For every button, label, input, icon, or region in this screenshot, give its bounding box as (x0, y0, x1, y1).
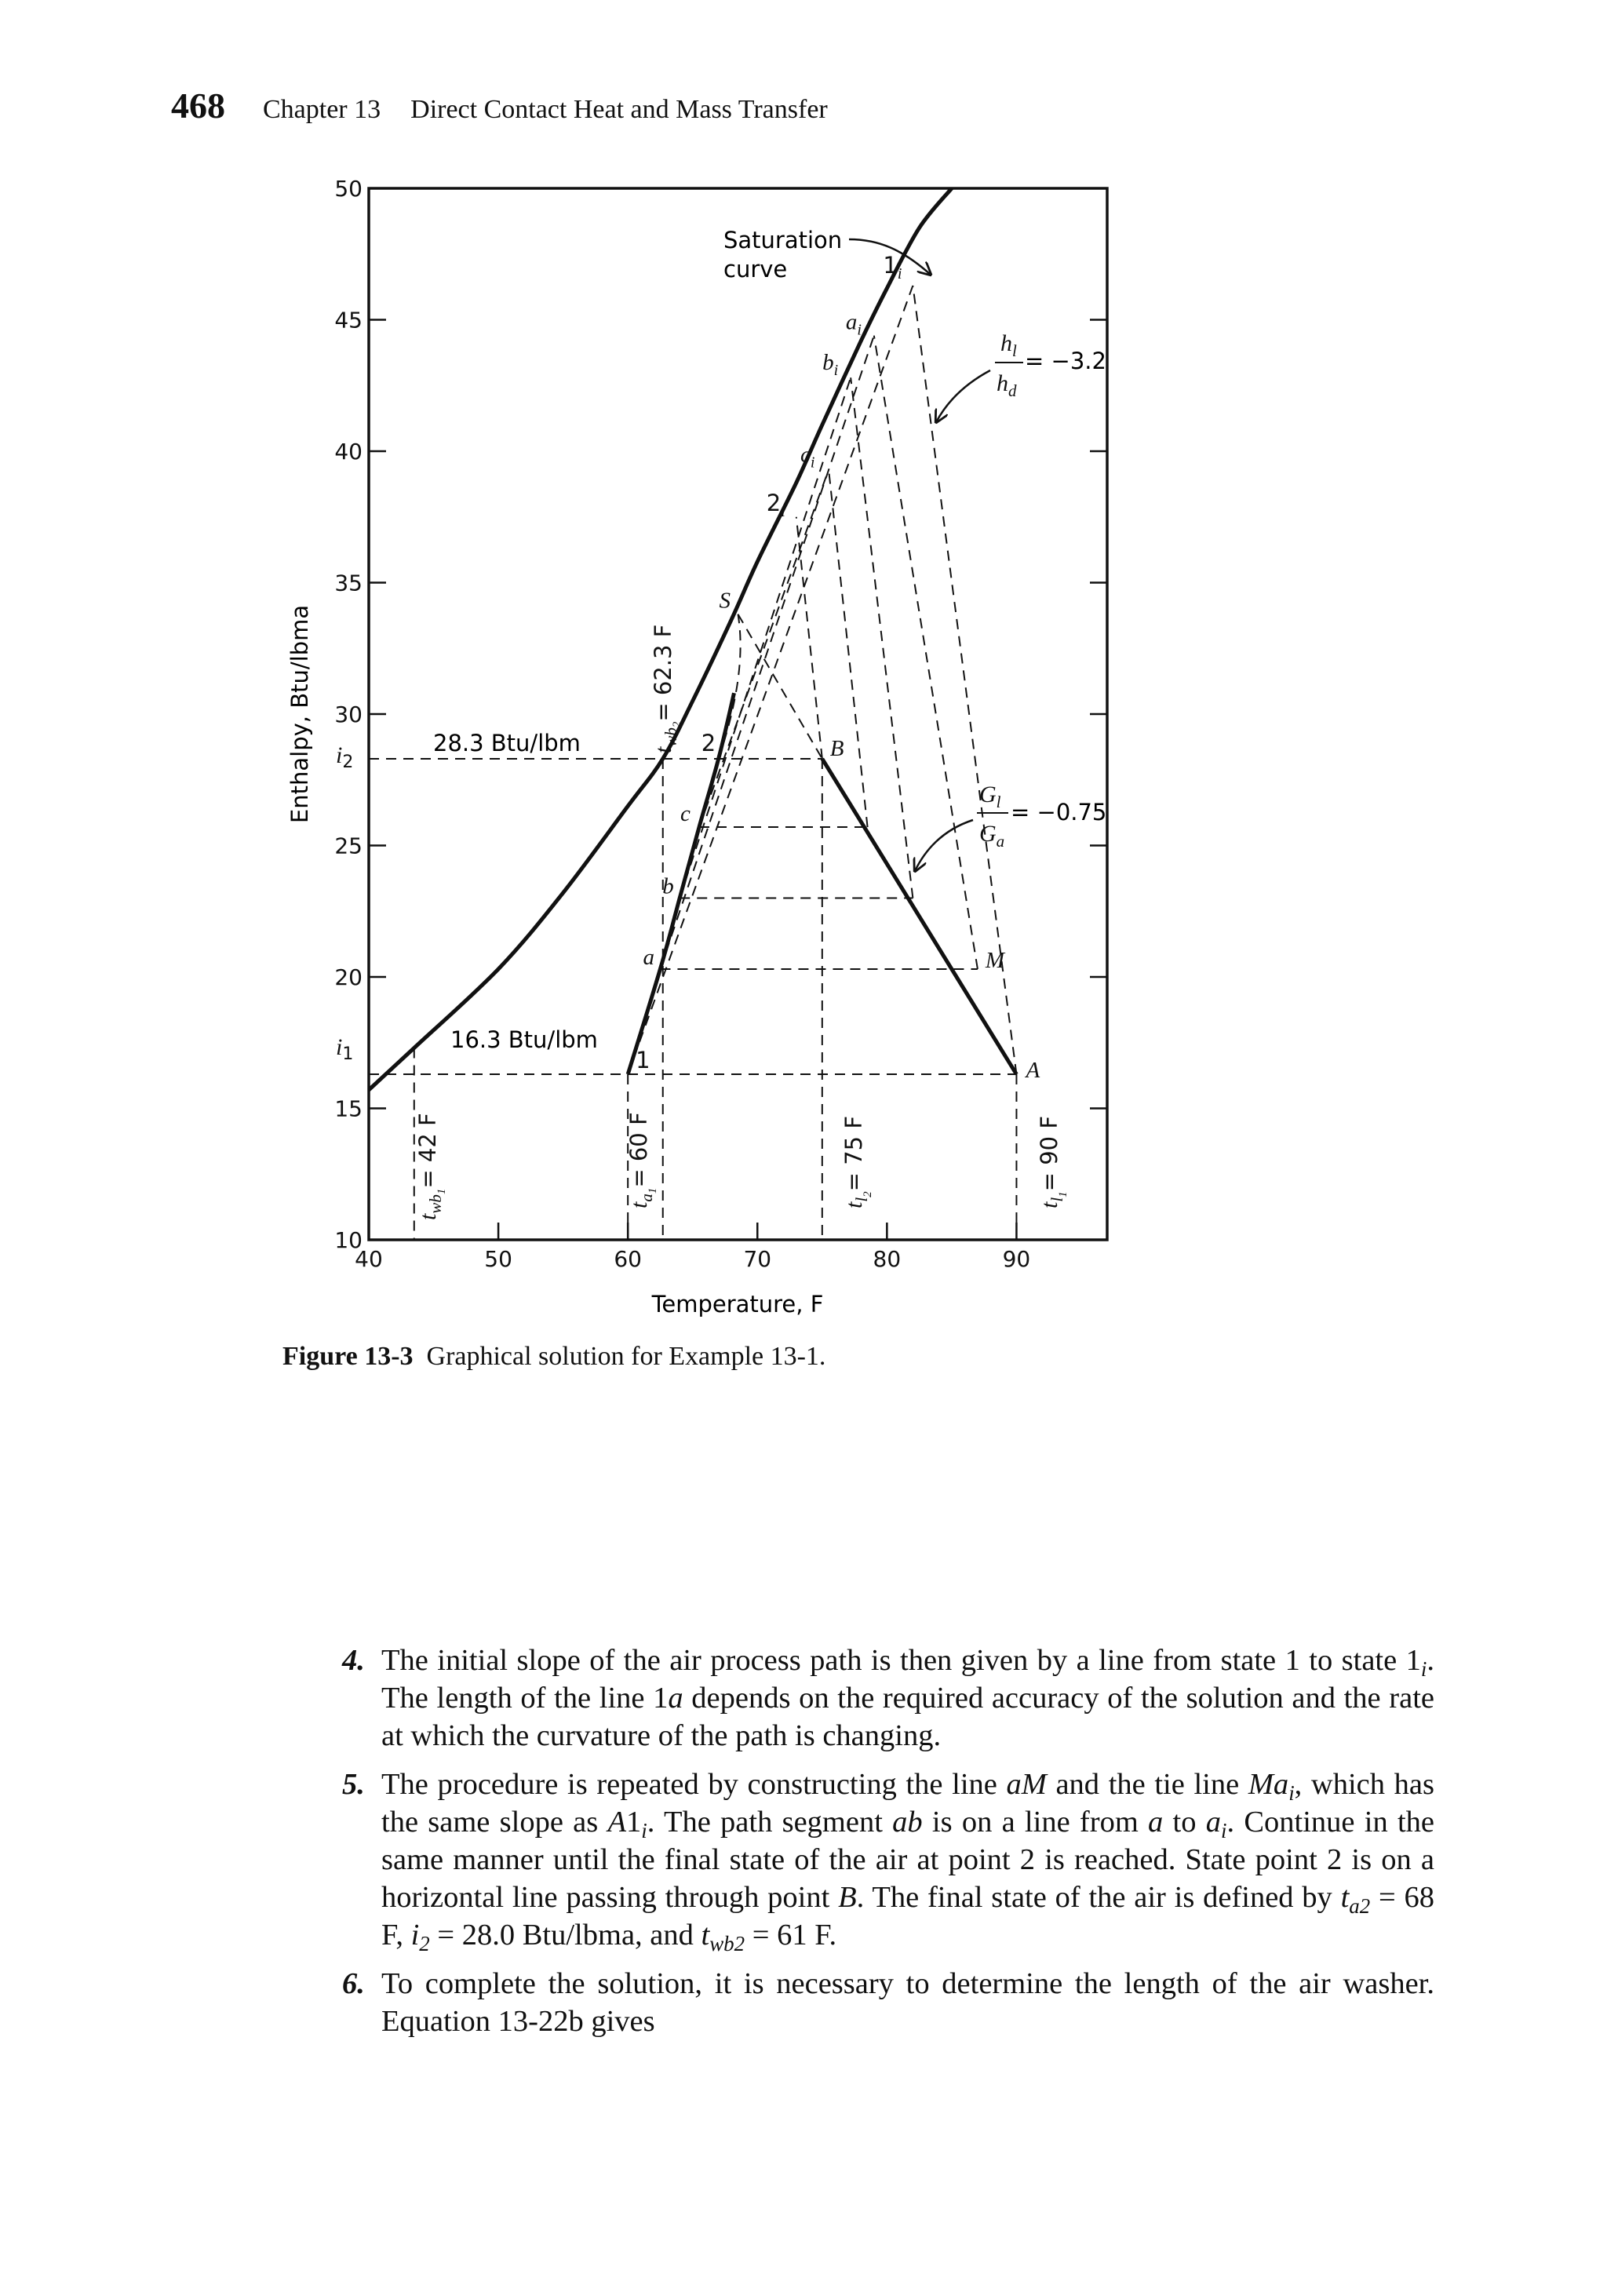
x-axis-label: Temperature, F (651, 1291, 824, 1317)
step-text: aM (1006, 1768, 1047, 1801)
step-number: 6. (342, 1967, 365, 2000)
step-text: A (607, 1806, 627, 1839)
svg-text:twb2= 62.3 F: $t_{wb}2= 62.3$ F (650, 624, 683, 753)
step-text: The procedure is repeated by constructing the line (381, 1768, 1007, 1801)
figure-caption-label: Figure 13-3 (282, 1342, 414, 1371)
tl2-value: = 75 F (840, 1115, 867, 1192)
step-text: to (1163, 1806, 1206, 1839)
gl-ga-label (977, 782, 1008, 851)
svg-text:tl2= 75 F: $t_l2= 75$ F (840, 1115, 874, 1208)
hl-hd-value: = −3.2 (1025, 348, 1106, 374)
air-process-path (628, 693, 734, 1074)
x-tick-label: 60 (614, 1246, 642, 1272)
point-label-A: A (1026, 1057, 1040, 1083)
step-text: 2 (419, 1932, 430, 1956)
x-tick-label: 90 (1002, 1246, 1031, 1272)
step-text: and the tie line (1046, 1768, 1248, 1801)
figure-caption-text: Graphical solution for Example 13-1. (426, 1342, 826, 1371)
point-label-S: S (719, 588, 731, 614)
step-text: wb2 (709, 1932, 745, 1956)
point-label-b: b (662, 873, 674, 899)
slope-line-a (660, 336, 873, 969)
point-label-1i: $1_i$ (883, 251, 902, 282)
construction-lines (369, 286, 1016, 1240)
svg-text:Gl: $G_l$ (979, 782, 1001, 811)
svg-text:ta1= 60 F: $t_a1= 60$ F (625, 1112, 659, 1208)
plot-frame (369, 188, 1107, 1240)
svg-text:i2: $i_2$ (336, 742, 354, 772)
step-text: The initial slope of the air process path is then given by a line from state 1 to state 1 (381, 1644, 1421, 1677)
tl1-label (1036, 1116, 1070, 1208)
chapter-title: Direct Contact Heat and Mass Transfer (410, 95, 828, 124)
x-tick-label: 40 (355, 1246, 383, 1272)
point-label-a: a (643, 944, 654, 970)
step-text: depends on the required accuracy of the solution and the rate at which the curvature of the path is changing. (381, 1682, 1434, 1752)
point-label-ai: $a_i$ (845, 309, 862, 339)
step-text: i (1288, 1781, 1295, 1806)
point-label-ci: $c_i$ (800, 442, 815, 472)
page-number: 468 (171, 86, 225, 126)
ta1-value: = 60 F (625, 1112, 652, 1188)
step-text: t (1340, 1881, 1350, 1914)
point-label-2: 2 (701, 729, 716, 756)
y-tick-label: 15 (334, 1095, 363, 1122)
y-axis-label: Enthalpy, Btu/lbma (286, 604, 313, 824)
twb1-value: = 42 F (414, 1113, 441, 1189)
y-tick-label: 25 (334, 833, 363, 859)
tie-line-c (829, 469, 868, 827)
step-text: a2 (1349, 1894, 1371, 1919)
rotated-temperature-labels (414, 625, 1070, 1220)
y-tick-label: 10 (334, 1227, 363, 1253)
gl-ga-value: = −0.75 (1011, 799, 1107, 825)
y-tick-label: 35 (334, 570, 363, 596)
tl2-label (840, 1116, 874, 1208)
step-text: i (1220, 1819, 1227, 1843)
saturation-label-2: curve (723, 256, 788, 282)
x-tick-label: 70 (743, 1246, 772, 1272)
step-text: 1 (626, 1806, 642, 1839)
svg-text:tl1= 90 F: $t_l1= 90$ F (1036, 1115, 1070, 1208)
tl1-value: = 90 F (1036, 1115, 1062, 1192)
step-text: . The length of the line 1 (381, 1644, 1434, 1715)
svg-text:hd: $h_d$ (997, 370, 1017, 400)
point-label-bi: $b_i$ (822, 350, 839, 380)
ta1-label (625, 1112, 659, 1208)
i1-value-label: 16.3 Btu/lbm (450, 1026, 598, 1053)
step-text: . The final state of the air is defined by (856, 1881, 1341, 1914)
svg-text:hl: $h_l$ (1000, 330, 1017, 360)
step-0 (342, 1642, 1434, 1755)
step-text: B (838, 1881, 857, 1914)
step-text: To complete the solution, it is necessary to determine the length of the air washer. Equation 13-22b gives (381, 1967, 1434, 2038)
svg-text:Ga: $G_a$ (979, 821, 1005, 851)
step-text: = 61 F. (745, 1919, 837, 1952)
svg-text:i1: $i_1$ (336, 1034, 354, 1064)
point-label-B: B (829, 735, 844, 761)
axis-ticks (369, 188, 1107, 1240)
step-text: . The path segment (647, 1806, 893, 1839)
point-label-M: M (985, 947, 1005, 973)
y-tick-label: 40 (334, 439, 363, 465)
hl-hd-label (995, 330, 1023, 400)
step-text: i (1420, 1657, 1427, 1682)
left-axis-i-labels (336, 742, 353, 1064)
slope-line-b (680, 377, 851, 898)
chapter-label: Chapter 13 (263, 95, 381, 124)
tie-line-M (874, 336, 978, 969)
point-label-c: c (680, 801, 691, 827)
step-1 (342, 1766, 1434, 1954)
y-tick-label: 30 (334, 702, 363, 727)
step-text: t (701, 1919, 710, 1952)
gl-ga-arrow (915, 820, 973, 871)
twb2-value: = 62.3 F (650, 624, 676, 722)
twb2-label (650, 625, 683, 753)
x-tick-label: 50 (484, 1246, 512, 1272)
step-number: 4. (342, 1644, 365, 1677)
saturation-label: Saturation (723, 227, 843, 253)
x-tick-label: 80 (873, 1246, 902, 1272)
y-tick-label: 50 (334, 176, 363, 202)
figure-caption (282, 1342, 825, 1372)
step-text: i (641, 1819, 647, 1843)
hl-hd-arrow (936, 370, 990, 422)
i2-value-label: 28.3 Btu/lbm (433, 730, 581, 756)
y-tick-label: 20 (334, 964, 363, 990)
step-text: , which has the same slope as (381, 1768, 1434, 1839)
twb1-label (414, 1113, 448, 1220)
step-text: . Continue in the same manner until the final state of the air at point 2 is reached. State point 2 is on a horizontal line passing through point (381, 1806, 1434, 1914)
step-text: a (668, 1682, 683, 1715)
step-text: Ma (1248, 1768, 1289, 1801)
step-text: i (410, 1919, 420, 1952)
svg-text:twb1= 42 F: $t_{wb}1= 42$ F (414, 1113, 448, 1220)
point-label-1: 1 (636, 1046, 650, 1073)
step-2 (342, 1965, 1434, 2040)
step-number: 5. (342, 1768, 365, 1801)
step-text: = 68 F, (381, 1881, 1434, 1952)
step-text: ab (892, 1806, 923, 1839)
y-tick-label: 45 (334, 307, 363, 333)
step-text: a (1148, 1806, 1164, 1839)
procedure-steps (342, 1642, 1434, 2051)
step-text: = 28.0 Btu/lbma, and (429, 1919, 701, 1952)
point-label-2i: $2_i$ (766, 489, 785, 520)
step-text: a (1205, 1806, 1221, 1839)
step-text: is on a line from (922, 1806, 1149, 1839)
